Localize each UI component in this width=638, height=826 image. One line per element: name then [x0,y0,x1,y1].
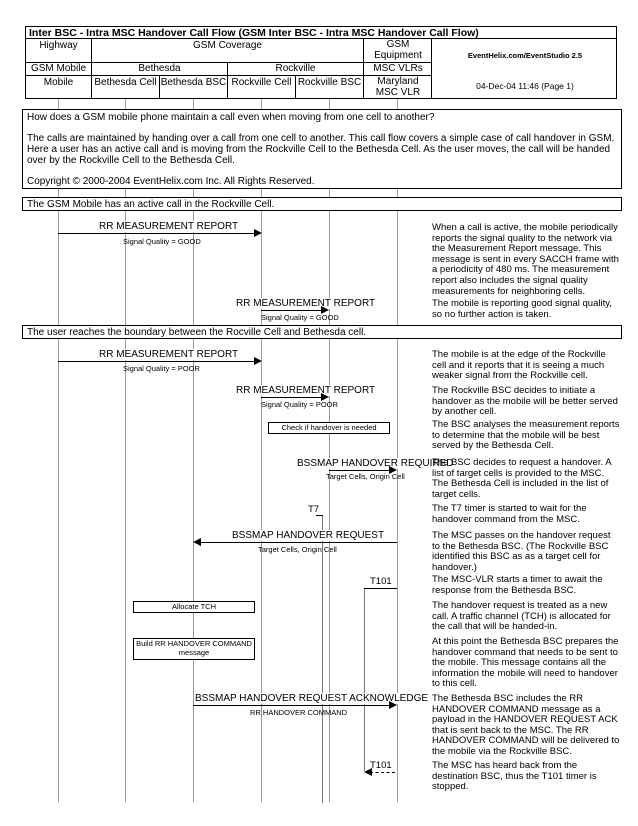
header-date: 04-Dec-04 11:46 (Page 1) [476,81,574,91]
section-banner: The GSM Mobile has an active call in the Rockville Cell. [22,197,622,211]
timer-stop-line [370,772,395,773]
divider [227,62,228,99]
message-arrow [193,705,389,706]
note: The mobile is reporting good signal quality, so no further action is taken. [432,298,612,320]
note: When a call is active, the mobile periodically reports the signal quality to the network via the Measurement Report message. This message is sent in every SACCH frame with a periodicity of 480 ms. The measurement report also includes the signal quality measurements for neighboring cells. [432,222,619,297]
message-arrow [261,397,321,398]
message-label: BSSMAP HANDOVER REQUEST ACKNOWLEDGE [195,693,429,704]
header-rockville: Rockville [275,63,316,74]
note: The mobile is at the edge of the Rockville cell and it reports that it is seeing a much weaker signal from the Rockville cell. [432,349,606,382]
note: The Bethesda BSC includes the RR HANDOVER COMMAND message as a payload in the HANDOVER REQUEST ACK that is sent back to the MSC. The RR HANDOVER COMMAND will be delivered to the mobile via the Rockville BSC. [432,693,620,757]
message-param: Signal Quality = GOOD [261,313,339,322]
header-gsm-equipment: GSM Equipment [374,39,422,61]
intro-question: How does a GSM mobile phone maintain a call even when moving from one cell to another? [27,112,435,123]
header-bethesda: Bethesda [138,63,181,74]
divider [431,38,432,99]
note: The MSC-VLR starts a timer to await the response from the Bethesda BSC. [432,574,603,596]
arrow-head [364,768,372,776]
arrow-head [389,701,397,709]
timer-bar [364,588,397,589]
divider [91,38,92,99]
message-param: RR HANDOVER COMMAND [250,708,348,717]
note: The BSC decides to request a handover. A list of target cells is provided to the MSC. The Bethesda Cell is included in the list of target cells. [432,457,612,500]
message-param: Signal Quality = POOR [261,400,338,409]
timer-bar [364,588,365,771]
timer-t101-stop: T101 [370,760,392,771]
message-param: Target Cells, Origin Cell [258,545,337,554]
header-maryland-msc: Maryland MSC VLR [375,76,421,98]
header-title: Inter BSC - Intra MSC Handover Call Flow (GSM Inter BSC - Intra MSC Handover Call Flow) [29,27,479,39]
note: The MSC has heard back from the destination BSC, thus the T101 timer is stopped. [432,760,597,793]
intro-box [22,109,622,189]
note: The handover request is treated as a new call. A traffic channel (TCH) is allocated for the call that will be handed-in. [432,600,611,633]
message-arrow [201,542,397,543]
action-allocate-tch: Allocate TCH [133,601,255,613]
note: At this point the Bethesda BSC prepares the handover command that needs to be sent to the mobile. This message contains all the information the mobile will need to handover to this cell. [432,636,619,690]
note: The T7 timer is started to wait for the handover command from the MSC. [432,503,587,525]
header-gsm-coverage: GSM Coverage [193,40,262,51]
divider [25,38,617,39]
action-check-handover: Check if handover is needed [268,422,390,434]
timer-bar [322,515,323,803]
header-msc-vlrs: MSC VLRs [373,63,423,74]
intro-body: The calls are maintained by handing over a call from one cell to another. This call flow covers a simple case of call handover in GSM. Here a user has an active call and is moving from the Rockville Cell to the Bethesda Cell. As the user moves, the call will be handed over by the Rockville Cell to the Bethesda Cell. [27,133,615,166]
timer-t101-start: T101 [370,576,392,587]
section-banner: The user reaches the boundary between the Rocville Cell and Bethesda cell. [22,325,622,339]
timer-bar [316,515,323,516]
arrow-head [254,357,262,365]
divider [363,38,364,99]
message-param: Target Cells, Origin Cell [326,472,405,481]
action-build-handover-command: Build RR HANDOVER COMMAND message [133,638,255,660]
message-arrow [261,310,321,311]
divider [159,75,160,99]
message-label: RR MEASUREMENT REPORT [99,221,239,232]
header-rockville-bsc: Rockville BSC [297,77,362,88]
message-label: RR MEASUREMENT REPORT [99,349,239,360]
message-arrow [58,233,254,234]
intro-copyright: Copyright © 2000-2004 EventHelix.com Inc. All Rights Reserved. [27,176,315,187]
message-label: BSSMAP HANDOVER REQUIRED [297,458,454,469]
message-param: Signal Quality = POOR [123,364,200,373]
header-source: EventHelix.com/EventStudio 2.5 [467,51,583,60]
header-rockville-cell: Rockville Cell [231,77,292,88]
header-bethesda-cell: Bethesda Cell [94,77,157,88]
header-highway: Highway [39,40,78,51]
note: The BSC analyses the measurement reports to determine that the mobile will be best served by the Bethesda Cell. [432,419,620,452]
arrow-head [193,538,201,546]
arrow-head [254,229,262,237]
message-param: Signal Quality = GOOD [123,237,201,246]
header-mobile: Mobile [43,77,74,88]
message-label: RR MEASUREMENT REPORT [236,385,376,396]
note: The Rockville BSC decides to initiate a handover as the mobile will be better served by another cell. [432,385,618,418]
message-arrow [58,361,254,362]
header-bethesda-bsc: Bethesda BSC [160,77,227,88]
message-label: RR MEASUREMENT REPORT [236,298,376,309]
divider [295,75,296,99]
message-arrow [329,470,389,471]
message-label: BSSMAP HANDOVER REQUEST [232,530,385,541]
timer-t7: T7 [308,504,320,515]
note: The MSC passes on the handover request to the Bethesda BSC. (The Rockville BSC identified this BSC as as a target cell for handover.) [432,530,611,573]
header-gsm-mobile: GSM Mobile [30,63,86,74]
